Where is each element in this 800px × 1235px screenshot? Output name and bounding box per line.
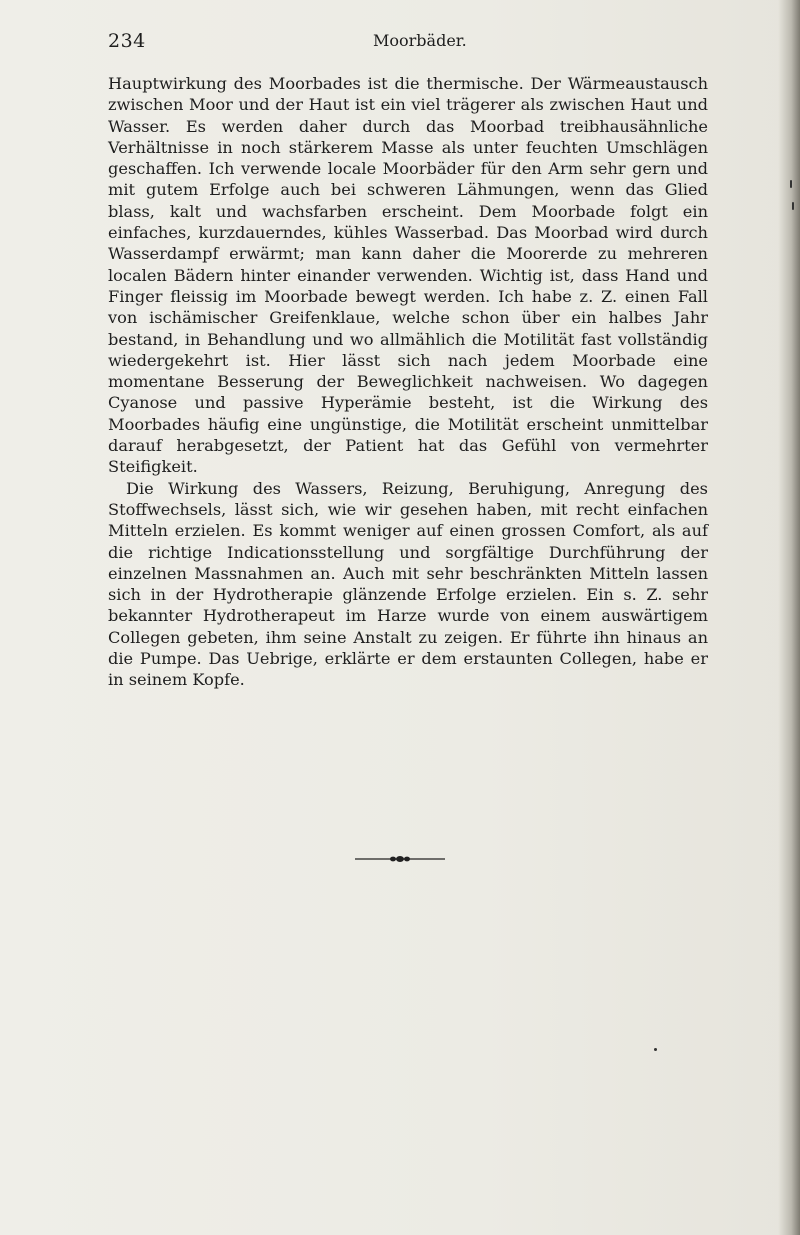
end-ornament: [355, 855, 445, 863]
page-edge-shadow: [778, 0, 800, 1235]
running-title: Moorbäder.: [373, 31, 467, 50]
body-text: [108, 73, 708, 691]
paragraph-1: Hauptwirkung des Moorbades ist die thermische. Der Wärmeaustausch zwischen Moor und der Haut ist ein viel trägerer als zwischen Haut und Wasser. Es werden daher durch das Moorbad treibhausähnliche Verhältnisse in noch stärkerem Masse als unter feuchten Umschlägen geschaffen. Ich verwende locale Moorbäder für den Arm sehr gern und mit gutem Erfolge auch bei schweren Lähmungen, wenn das Glied blass, kalt und wachsfarben erscheint. Dem Moorbade folgt ein einfaches, kurzdauerndes, kühles Wasserbad. Das Moorbad wird durch Wasserdampf erwärmt; man kann daher die Moorerde zu mehreren localen Bädern hinter einander verwenden. Wichtig ist, dass Hand und Finger fleissig im Moorbade bewegt werden. Ich habe z. Z. einen Fall von ischämischer Greifenklaue, welche schon über ein halbes Jahr bestand, in Behandlung und wo allmählich die Motilität fast vollständig wiedergekehrt ist. Hier lässt sich nach jedem Moorbade eine momentane Besserung der Beweglichkeit nachweisen. Wo dagegen Cyanose und passive Hyperämie besteht, ist die Wirkung des Moorbades häufig eine ungünstige, die Motilität erscheint unmittelbar darauf herabgesetzt, der Patient hat das Gefühl von vermehrter Steifigkeit.: [108, 74, 708, 477]
paper-speck: [654, 1048, 657, 1051]
paper-speck: [792, 202, 794, 210]
page-header: [108, 30, 708, 54]
paper-speck: [790, 180, 792, 188]
page-number: 234: [108, 30, 146, 52]
paragraph-2: Die Wirkung des Wassers, Reizung, Beruhigung, Anregung des Stoffwechsels, lässt sich, wie wir gesehen haben, mit recht einfachen Mitteln erzielen. Es kommt weniger auf einen grossen Comfort, als auf die richtige Indicationsstellung und sorgfältige Durchführung der einzelnen Massnahmen an. Auch mit sehr beschränkten Mitteln lassen sich in der Hydrotherapie glänzende Erfolge erzielen. Ein s. Z. sehr bekannter Hydrotherapeut im Harze wurde von einem auswärtigem Collegen gebeten, ihm seine Anstalt zu zeigen. Er führte ihn hinaus an die Pumpe. Das Uebrige, erklärte er dem erstaunten Collegen, habe er in seinem Kopfe.: [108, 478, 708, 690]
